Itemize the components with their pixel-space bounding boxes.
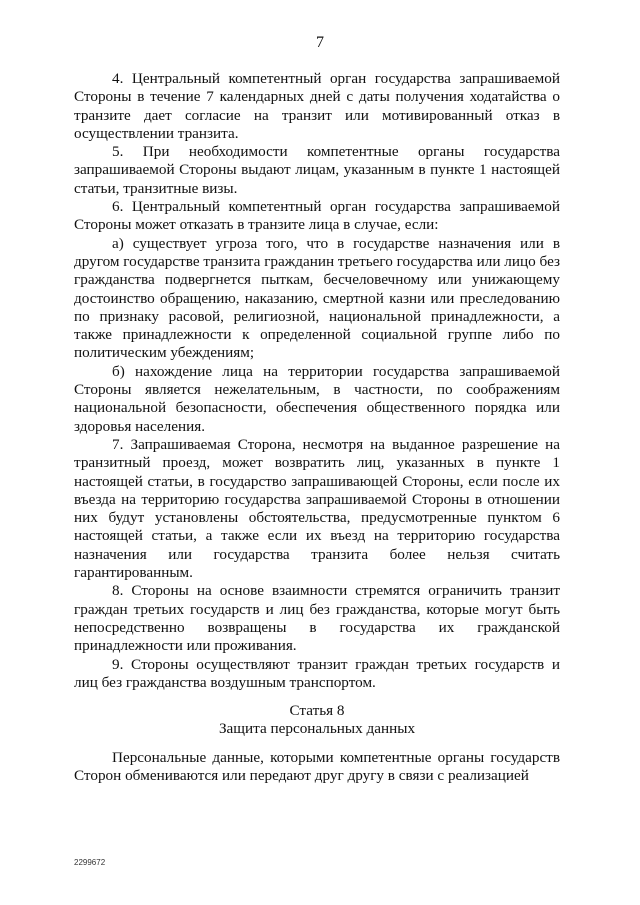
paragraph-7: 7. Запрашиваемая Сторона, несмотря на выданное разрешение на транзитный проезд, может возвратить лиц, указанных в пункте 1 настоящей статьи, в государство запрашивающей Стороны, если после их въезда на территорию государства запрашиваемой Стороны в отношении них будут установлены обстоятельства, предусмотренные пунктом 6 настоящей статьи, а также если их въезд на территорию государства назначения или государства транзита более нельзя считать гарантированным. [74,435,560,582]
paragraph-4: 4. Центральный компетентный орган государства запрашиваемой Стороны в течение 7 календарных дней с даты получения ходатайства о транзите дает согласие на транзит или мотивированный отказ в осуществлении транзита. [74,70,560,142]
page-number: 7 [316,34,324,51]
document-code: 2299672 [74,858,106,867]
paragraph-6: 6. Центральный компетентный орган государства запрашиваемой Стороны может отказать в транзите лица в случае, если: [74,198,560,234]
article-title: Защита персональных данных [218,720,416,738]
paragraph-8: 8. Стороны на основе взаимности стремятся ограничить транзит граждан третьих государств и лиц без гражданства, которые могут быть непосредственно возвращены в государства их гражданской принадлежности или проживания. [74,582,560,655]
document-body [74,70,560,785]
paragraph-6a: а) существует угроза того, что в государстве назначения или в другом государстве транзита гражданин третьего государства или лицо без гражданства подвергнется пыткам, бесчеловечному или унижающему достоинство обращению, наказанию, смертной казни или преследованию по признаку расовой, религиозной, национальной принадлежности, а также принадлежности к определенной социальной группе либо по политическим убеждениям; [74,234,560,362]
article-number: Статья 8 [289,702,345,720]
paragraph-6b: б) нахождение лица на территории государства запрашиваемой Стороны является нежелательным, в частности, по соображениям национальной безопасности, обеспечения общественного порядка или здоровья населения. [74,362,560,435]
paragraph-5: 5. При необходимости компетентные органы государства запрашиваемой Стороны выдают лицам, указанным в пункте 1 настоящей статьи, транзитные визы. [74,143,560,197]
article-8-paragraph: Персональные данные, которыми компетентные органы государств Сторон обмениваются или передают друг другу в связи с реализацией [74,748,560,784]
paragraph-9: 9. Стороны осуществляют транзит граждан третьих государств и лиц без гражданства воздушным транспортом. [74,655,560,691]
